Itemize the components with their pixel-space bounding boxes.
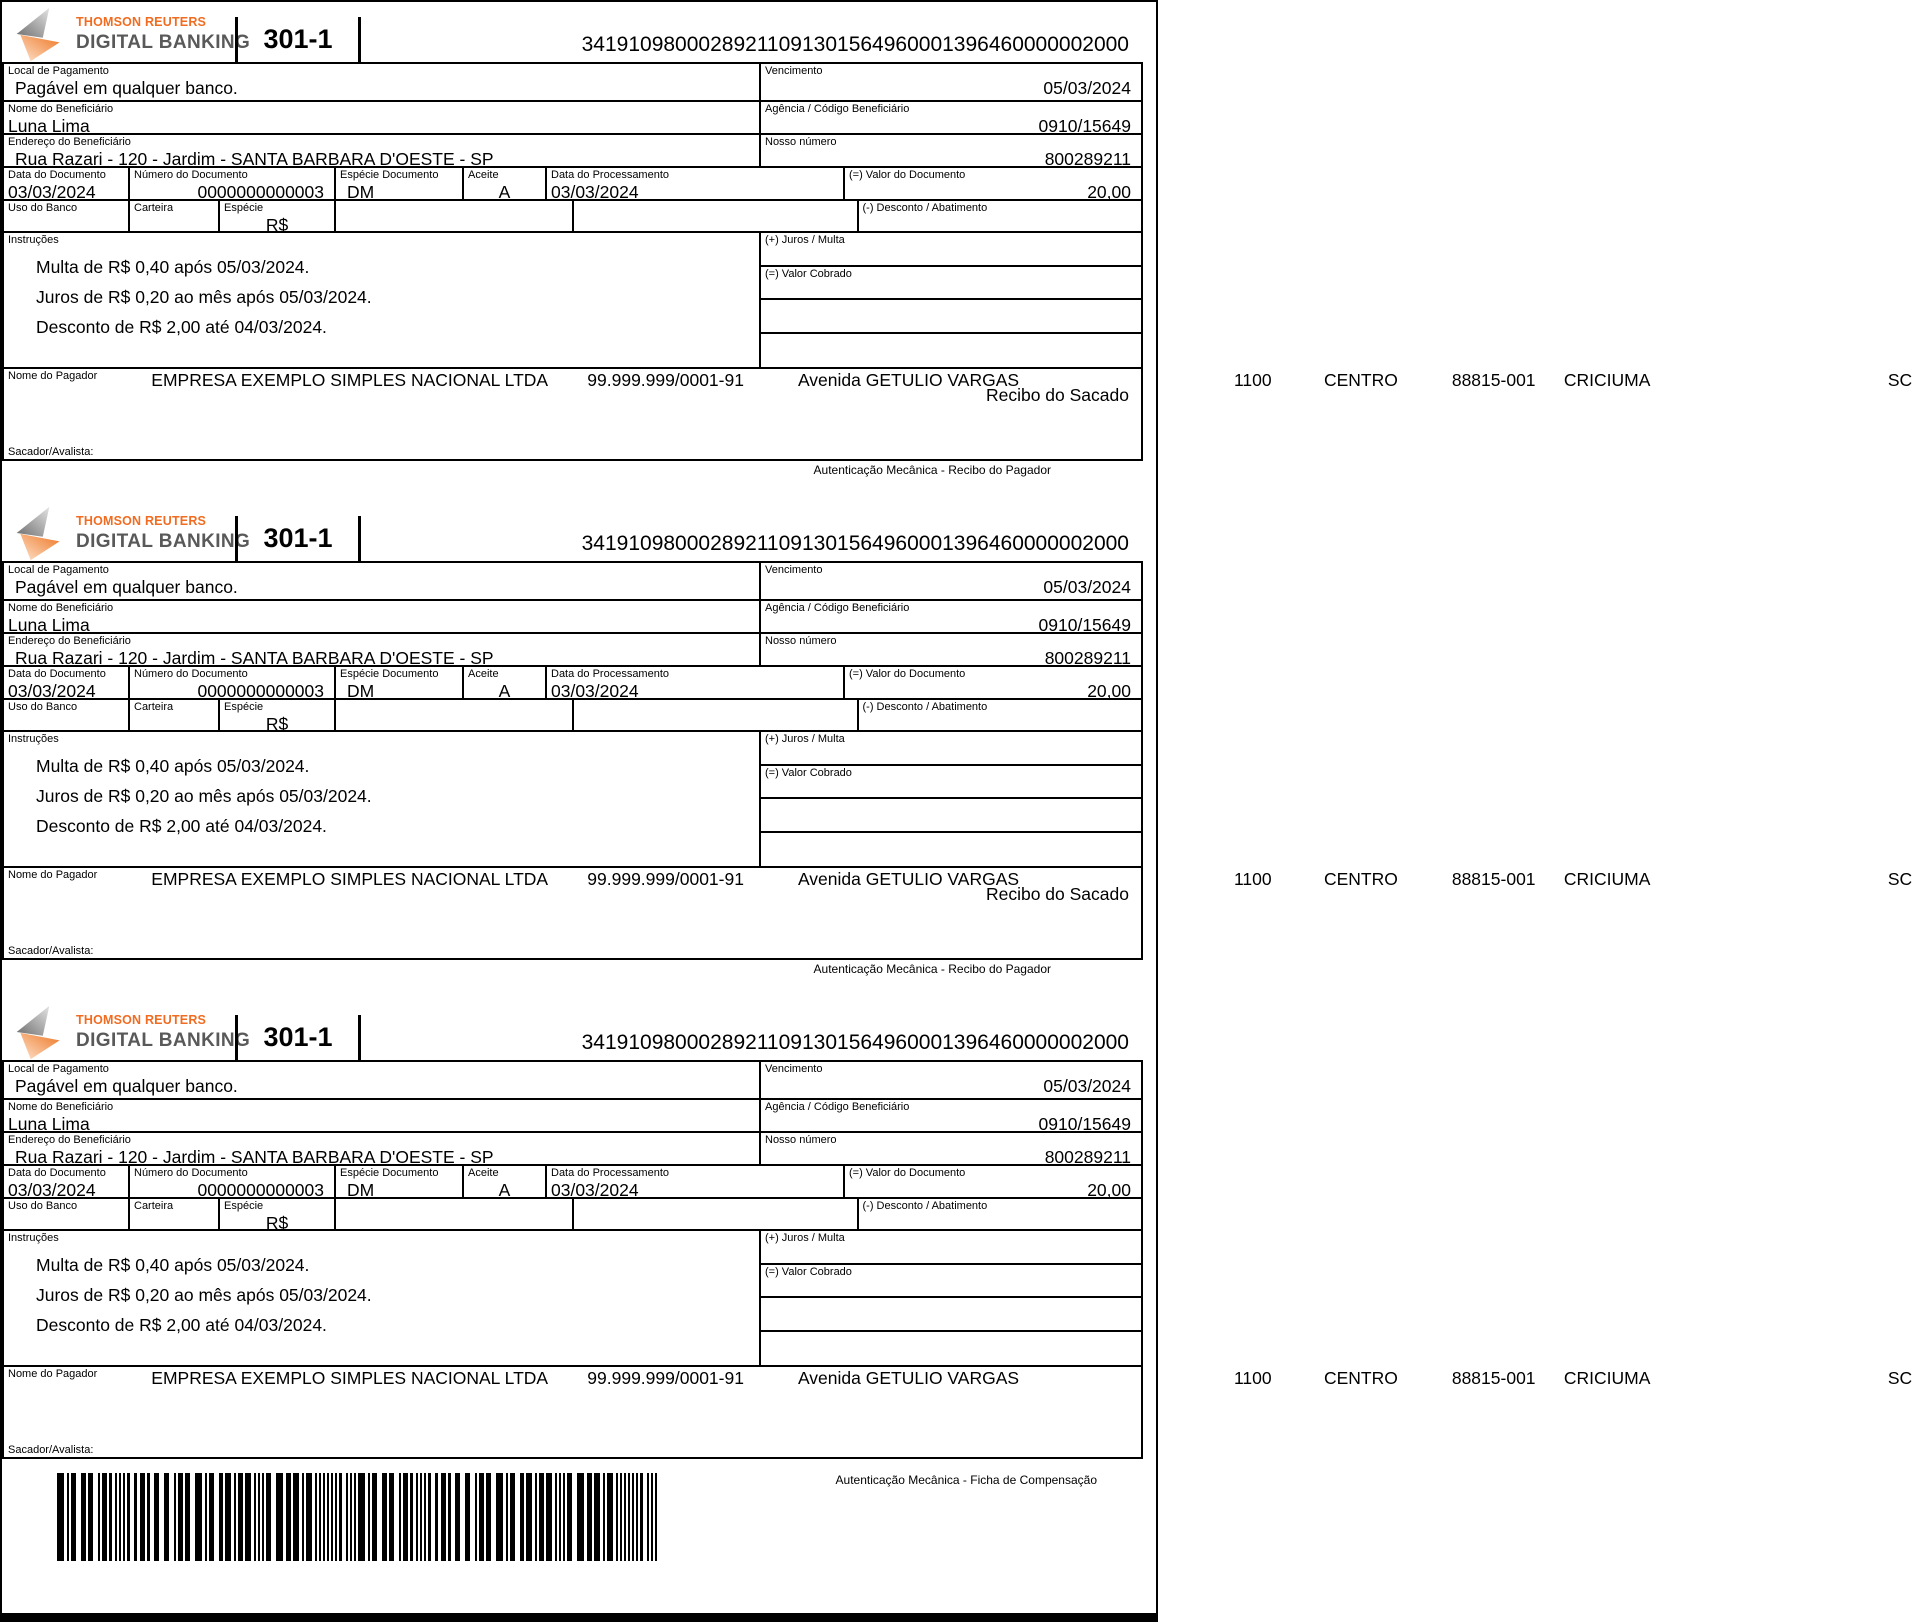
field-label: Instruções bbox=[8, 234, 59, 246]
field-data-processamento bbox=[547, 168, 845, 202]
thomson-reuters-arrow-icon bbox=[12, 6, 68, 62]
field-label: (-) Desconto / Abatimento bbox=[862, 1200, 988, 1212]
payer-line-1 bbox=[97, 1368, 744, 1457]
instruction-line: Desconto de R$ 2,00 até 04/03/2024. bbox=[36, 816, 327, 836]
field-desconto-abatimento bbox=[859, 201, 1142, 231]
field-especie-documento bbox=[336, 1166, 464, 1200]
thomson-reuters-arrow-icon bbox=[12, 505, 68, 561]
field-label: Data do Documento bbox=[8, 1167, 106, 1179]
field-label: Espécie Documento bbox=[340, 668, 439, 680]
brand-line2: DIGITAL BANKING bbox=[76, 530, 251, 552]
field-label: Data do Documento bbox=[8, 668, 106, 680]
field-label: Nome do Beneficiário bbox=[8, 1101, 114, 1113]
field-label: Nome do Pagador bbox=[8, 869, 98, 881]
field-value: 0910/15649 bbox=[1038, 615, 1131, 635]
field-label: (-) Desconto / Abatimento bbox=[862, 701, 988, 713]
brand-text bbox=[76, 15, 250, 54]
field-label: (-) Desconto / Abatimento bbox=[862, 202, 988, 214]
field-value: 0910/15649 bbox=[1038, 1114, 1131, 1134]
payer-cnpj: 99.999.999/0001-91 bbox=[587, 1368, 744, 1388]
field-value: Luna Lima bbox=[8, 615, 90, 635]
field-label: (=) Valor do Documento bbox=[849, 1167, 966, 1179]
digitable-line: 34191098000289211091301564960001396460000002000 bbox=[581, 33, 1129, 56]
field-value: 800289211 bbox=[1044, 149, 1131, 169]
field-label: Vencimento bbox=[765, 65, 823, 77]
payer-line-1 bbox=[97, 370, 744, 459]
field-uso-do-banco bbox=[4, 201, 130, 231]
field-value: 05/03/2024 bbox=[1043, 1076, 1131, 1096]
field-label: Aceite bbox=[468, 169, 499, 181]
field-label: Aceite bbox=[468, 1167, 499, 1179]
field-carteira bbox=[130, 1199, 220, 1229]
field-label: (=) Valor Cobrado bbox=[765, 767, 852, 779]
field-label: Uso do Banco bbox=[8, 1200, 78, 1212]
recibo-sacado-label: Recibo do Sacado bbox=[985, 385, 1129, 405]
field-label: Nome do Beneficiário bbox=[8, 103, 114, 115]
payer-state: SC bbox=[1887, 869, 1912, 889]
field-endereco-beneficiario bbox=[4, 634, 761, 668]
field-label: Espécie bbox=[224, 202, 264, 214]
payer-line-2 bbox=[744, 1368, 1398, 1457]
field-value: R$ bbox=[265, 215, 289, 235]
boleto-header bbox=[2, 1000, 1143, 1060]
row-endereco-nossonumero bbox=[4, 135, 1141, 168]
payer-state: SC bbox=[1887, 370, 1912, 390]
row-banco bbox=[4, 1199, 1141, 1231]
field-value: 03/03/2024 bbox=[8, 681, 96, 701]
field-label: Agência / Código Beneficiário bbox=[765, 602, 910, 614]
field-valor-documento bbox=[845, 667, 1141, 701]
field-label: Data do Processamento bbox=[551, 169, 670, 181]
field-uso-do-banco bbox=[4, 1199, 130, 1229]
field-value: DM bbox=[347, 182, 375, 202]
empty-box bbox=[761, 1298, 1141, 1332]
payer-state: SC bbox=[1887, 1368, 1912, 1388]
field-endereco-beneficiario bbox=[4, 135, 761, 169]
field-value: R$ bbox=[265, 1213, 289, 1233]
field-value: 03/03/2024 bbox=[551, 182, 639, 202]
instruction-line: Multa de R$ 0,40 após 05/03/2024. bbox=[36, 756, 310, 776]
field-label: Espécie bbox=[224, 701, 264, 713]
field-especie-documento bbox=[336, 168, 464, 202]
recibo-sacado-label: Recibo do Sacado bbox=[985, 884, 1129, 904]
field-value: Luna Lima bbox=[8, 116, 90, 136]
row-beneficiario-agencia bbox=[4, 1100, 1141, 1133]
row-local-vencimento bbox=[4, 563, 1141, 601]
brand-text bbox=[76, 1013, 250, 1052]
boleto-header bbox=[2, 501, 1143, 561]
field-value: Rua Razari - 120 - Jardim - SANTA BARBARA D'OESTE - SP bbox=[15, 149, 494, 169]
field-label: Vencimento bbox=[765, 564, 823, 576]
field-label: Número do Documento bbox=[134, 668, 248, 680]
payer-city: CRICIUMA bbox=[1563, 370, 1651, 390]
thomson-reuters-arrow-icon bbox=[12, 1004, 68, 1060]
instructions-text bbox=[8, 751, 755, 841]
field-agencia-codigo bbox=[761, 102, 1141, 136]
row-banco bbox=[4, 700, 1141, 732]
payer-zip: 88815-001 bbox=[1451, 1368, 1536, 1388]
payer-line-3 bbox=[1398, 370, 1912, 459]
boleto-table bbox=[2, 62, 1912, 461]
brand-line1: THOMSON REUTERS bbox=[76, 1012, 207, 1027]
row-endereco-nossonumero bbox=[4, 1133, 1141, 1166]
instruction-line: Juros de R$ 0,20 ao mês após 05/03/2024. bbox=[36, 786, 372, 806]
field-data-documento bbox=[4, 667, 130, 701]
digitable-line: 34191098000289211091301564960001396460000002000 bbox=[581, 1031, 1129, 1054]
field-instrucoes bbox=[4, 732, 761, 866]
row-documento bbox=[4, 667, 1141, 700]
field-value: 800289211 bbox=[1044, 1147, 1131, 1167]
field-label: Data do Processamento bbox=[551, 1167, 670, 1179]
field-aceite bbox=[464, 667, 547, 701]
field-value: 20,00 bbox=[1087, 681, 1131, 701]
field-local-de-pagamento bbox=[4, 1062, 761, 1098]
payer-line-3 bbox=[1398, 869, 1912, 958]
brand-line1: THOMSON REUTERS bbox=[76, 14, 207, 29]
payer-name: EMPRESA EXEMPLO SIMPLES NACIONAL LTDA bbox=[151, 1368, 549, 1388]
field-juros-multa bbox=[761, 233, 1141, 267]
field-value: Pagável em qualquer banco. bbox=[15, 1076, 238, 1096]
field-label: Nome do Beneficiário bbox=[8, 602, 114, 614]
brand-line2: DIGITAL BANKING bbox=[76, 1029, 251, 1051]
row-endereco-nossonumero bbox=[4, 634, 1141, 667]
field-nosso-numero bbox=[761, 634, 1141, 668]
field-valor-cobrado bbox=[761, 267, 1141, 300]
field-data-documento bbox=[4, 168, 130, 202]
field-value: 0000000000003 bbox=[197, 182, 324, 202]
field-label: Uso do Banco bbox=[8, 701, 78, 713]
bank-code: 301-1 bbox=[235, 516, 361, 561]
row-instrucoes bbox=[4, 233, 1141, 369]
field-nome-beneficiario bbox=[4, 601, 761, 635]
field-label: Vencimento bbox=[765, 1063, 823, 1075]
boleto-table bbox=[2, 1060, 1912, 1459]
field-label: Nosso número bbox=[765, 136, 837, 148]
payer-number: 1100 bbox=[1233, 869, 1272, 889]
instructions-text bbox=[8, 1250, 755, 1340]
field-label: Local de Pagamento bbox=[8, 564, 109, 576]
payer-line-3 bbox=[1398, 1368, 1912, 1457]
payer-line-1 bbox=[97, 869, 744, 958]
right-value-boxes bbox=[761, 732, 1141, 866]
field-label: Agência / Código Beneficiário bbox=[765, 1101, 910, 1113]
field-label: Local de Pagamento bbox=[8, 1063, 109, 1075]
payer-district: CENTRO bbox=[1323, 370, 1398, 390]
payer-cnpj: 99.999.999/0001-91 bbox=[587, 869, 744, 889]
field-aceite bbox=[464, 168, 547, 202]
field-vencimento bbox=[761, 563, 1141, 599]
field-value: DM bbox=[347, 681, 375, 701]
empty-box bbox=[761, 1332, 1141, 1365]
field-value: 20,00 bbox=[1087, 1180, 1131, 1200]
field-data-processamento bbox=[547, 667, 845, 701]
field-uso-do-banco bbox=[4, 700, 130, 730]
field-label: Carteira bbox=[134, 1200, 174, 1212]
field-valor-documento bbox=[845, 1166, 1141, 1200]
field-label: Nosso número bbox=[765, 1134, 837, 1146]
field-aceite bbox=[464, 1166, 547, 1200]
field-juros-multa bbox=[761, 1231, 1141, 1265]
field-label: (=) Valor Cobrado bbox=[765, 1266, 852, 1278]
brand-logo bbox=[12, 6, 250, 62]
field-value: 0000000000003 bbox=[197, 1180, 324, 1200]
row-instrucoes bbox=[4, 1231, 1141, 1367]
field-quantidade bbox=[336, 700, 574, 730]
payer-zip: 88815-001 bbox=[1451, 370, 1536, 390]
field-valor bbox=[574, 1199, 859, 1229]
instruction-line: Multa de R$ 0,40 após 05/03/2024. bbox=[36, 257, 310, 277]
payer-cnpj: 99.999.999/0001-91 bbox=[587, 370, 744, 390]
field-label: Data do Processamento bbox=[551, 668, 670, 680]
row-documento bbox=[4, 1166, 1141, 1199]
field-especie-documento bbox=[336, 667, 464, 701]
field-value: DM bbox=[347, 1180, 375, 1200]
field-local-de-pagamento bbox=[4, 563, 761, 599]
payer-name: EMPRESA EXEMPLO SIMPLES NACIONAL LTDA bbox=[151, 869, 549, 889]
boleto-copy bbox=[2, 1000, 1912, 1567]
field-value: 0910/15649 bbox=[1038, 116, 1131, 136]
payer-line-2 bbox=[744, 869, 1398, 958]
field-value: 20,00 bbox=[1087, 182, 1131, 202]
field-value: 03/03/2024 bbox=[8, 1180, 96, 1200]
field-data-documento bbox=[4, 1166, 130, 1200]
field-value: 0000000000003 bbox=[197, 681, 324, 701]
field-numero-documento bbox=[130, 168, 336, 202]
payer-street: Avenida GETULIO VARGAS bbox=[797, 1368, 1020, 1388]
boleto-table bbox=[2, 561, 1912, 960]
field-value: Luna Lima bbox=[8, 1114, 90, 1134]
boleto-header bbox=[2, 2, 1143, 62]
brand-text bbox=[76, 514, 250, 553]
bank-code: 301-1 bbox=[235, 1015, 361, 1060]
field-label: Número do Documento bbox=[134, 169, 248, 181]
field-data-processamento bbox=[547, 1166, 845, 1200]
field-numero-documento bbox=[130, 667, 336, 701]
digitable-line: 34191098000289211091301564960001396460000002000 bbox=[581, 532, 1129, 555]
payer-name: EMPRESA EXEMPLO SIMPLES NACIONAL LTDA bbox=[151, 370, 549, 390]
brand-line1: THOMSON REUTERS bbox=[76, 513, 207, 528]
boleto-copy bbox=[2, 2, 1912, 483]
auth-row bbox=[2, 463, 1143, 483]
field-label: Carteira bbox=[134, 701, 174, 713]
field-endereco-beneficiario bbox=[4, 1133, 761, 1167]
brand-logo bbox=[12, 1004, 250, 1060]
field-label: (=) Valor do Documento bbox=[849, 169, 966, 181]
field-instrucoes bbox=[4, 1231, 761, 1365]
field-label: Número do Documento bbox=[134, 1167, 248, 1179]
empty-box bbox=[761, 799, 1141, 833]
field-label: Endereço do Beneficiário bbox=[8, 635, 131, 647]
field-value: R$ bbox=[265, 714, 289, 734]
field-label: (=) Valor Cobrado bbox=[765, 268, 852, 280]
field-agencia-codigo bbox=[761, 601, 1141, 635]
field-especie bbox=[220, 700, 336, 734]
field-valor bbox=[574, 700, 859, 730]
field-label: Endereço do Beneficiário bbox=[8, 1134, 131, 1146]
field-label: (+) Juros / Multa bbox=[765, 1232, 845, 1244]
field-label: Uso do Banco bbox=[8, 202, 78, 214]
field-label: Nome do Pagador bbox=[8, 1368, 98, 1380]
field-valor-documento bbox=[845, 168, 1141, 202]
payer-number: 1100 bbox=[1233, 1368, 1272, 1388]
auth-mechanical-label: Autenticação Mecânica - Recibo do Pagador bbox=[813, 463, 1051, 477]
barcode bbox=[57, 1473, 752, 1561]
sacador-avalista-label: Sacador/Avalista: bbox=[8, 1444, 94, 1456]
field-instrucoes bbox=[4, 233, 761, 367]
field-label: Data do Documento bbox=[8, 169, 106, 181]
empty-box bbox=[761, 300, 1141, 334]
field-label: Agência / Código Beneficiário bbox=[765, 103, 910, 115]
auth-mechanical-label: Autenticação Mecânica - Recibo do Pagador bbox=[813, 962, 1051, 976]
field-valor bbox=[574, 201, 859, 231]
field-label: Instruções bbox=[8, 733, 59, 745]
payer-zip: 88815-001 bbox=[1451, 869, 1536, 889]
field-label: (+) Juros / Multa bbox=[765, 234, 845, 246]
field-valor-cobrado bbox=[761, 766, 1141, 799]
instruction-line: Desconto de R$ 2,00 até 04/03/2024. bbox=[36, 1315, 327, 1335]
payer-number: 1100 bbox=[1233, 370, 1272, 390]
row-banco bbox=[4, 201, 1141, 233]
field-nosso-numero bbox=[761, 1133, 1141, 1167]
field-value: Rua Razari - 120 - Jardim - SANTA BARBARA D'OESTE - SP bbox=[15, 648, 494, 668]
instruction-line: Multa de R$ 0,40 após 05/03/2024. bbox=[36, 1255, 310, 1275]
field-label: Instruções bbox=[8, 1232, 59, 1244]
row-documento bbox=[4, 168, 1141, 201]
right-value-boxes bbox=[761, 1231, 1141, 1365]
field-label: Espécie bbox=[224, 1200, 264, 1212]
field-value: 03/03/2024 bbox=[551, 1180, 639, 1200]
field-carteira bbox=[130, 201, 220, 231]
row-pagador bbox=[4, 369, 1912, 459]
field-label: Espécie Documento bbox=[340, 1167, 439, 1179]
empty-box bbox=[761, 833, 1141, 866]
field-label: Espécie Documento bbox=[340, 169, 439, 181]
payer-district: CENTRO bbox=[1323, 869, 1398, 889]
sacador-avalista-label: Sacador/Avalista: bbox=[8, 945, 94, 957]
instructions-text bbox=[8, 252, 755, 342]
field-label: Local de Pagamento bbox=[8, 65, 109, 77]
field-label: (+) Juros / Multa bbox=[765, 733, 845, 745]
field-label: Aceite bbox=[468, 668, 499, 680]
field-numero-documento bbox=[130, 1166, 336, 1200]
field-value: 05/03/2024 bbox=[1043, 78, 1131, 98]
field-value: 03/03/2024 bbox=[8, 182, 96, 202]
field-quantidade bbox=[336, 1199, 574, 1229]
brand-logo bbox=[12, 505, 250, 561]
barcode-row bbox=[2, 1473, 1143, 1567]
field-juros-multa bbox=[761, 732, 1141, 766]
row-instrucoes bbox=[4, 732, 1141, 868]
sacador-avalista-label: Sacador/Avalista: bbox=[8, 446, 94, 458]
payer-city: CRICIUMA bbox=[1563, 869, 1651, 889]
field-nome-beneficiario bbox=[4, 102, 761, 136]
field-agencia-codigo bbox=[761, 1100, 1141, 1134]
field-value: Pagável em qualquer banco. bbox=[15, 577, 238, 597]
row-local-vencimento bbox=[4, 64, 1141, 102]
payer-city: CRICIUMA bbox=[1563, 1368, 1651, 1388]
field-value: 03/03/2024 bbox=[551, 681, 639, 701]
field-nome-beneficiario bbox=[4, 1100, 761, 1134]
empty-box bbox=[761, 334, 1141, 367]
field-label: Nosso número bbox=[765, 635, 837, 647]
auth-mechanical-label-barcode: Autenticação Mecânica - Ficha de Compensação bbox=[835, 1473, 1097, 1487]
row-beneficiario-agencia bbox=[4, 601, 1141, 634]
field-vencimento bbox=[761, 1062, 1141, 1098]
field-value: A bbox=[498, 182, 511, 202]
field-nosso-numero bbox=[761, 135, 1141, 169]
row-pagador bbox=[4, 1367, 1912, 1457]
bank-code: 301-1 bbox=[235, 17, 361, 62]
instruction-line: Desconto de R$ 2,00 até 04/03/2024. bbox=[36, 317, 327, 337]
field-label: Endereço do Beneficiário bbox=[8, 136, 131, 148]
row-pagador bbox=[4, 868, 1912, 958]
field-desconto-abatimento bbox=[859, 1199, 1142, 1229]
field-value: A bbox=[498, 1180, 511, 1200]
field-label: (=) Valor do Documento bbox=[849, 668, 966, 680]
field-value: Pagável em qualquer banco. bbox=[15, 78, 238, 98]
boleto-copy bbox=[2, 501, 1912, 982]
right-value-boxes bbox=[761, 233, 1141, 367]
field-label: Nome do Pagador bbox=[8, 370, 98, 382]
field-value: Rua Razari - 120 - Jardim - SANTA BARBARA D'OESTE - SP bbox=[15, 1147, 494, 1167]
row-local-vencimento bbox=[4, 1062, 1141, 1100]
field-especie bbox=[220, 1199, 336, 1233]
payer-district: CENTRO bbox=[1323, 1368, 1398, 1388]
field-value: A bbox=[498, 681, 511, 701]
field-value: 800289211 bbox=[1044, 648, 1131, 668]
payer-line-2 bbox=[744, 370, 1398, 459]
field-local-de-pagamento bbox=[4, 64, 761, 100]
field-quantidade bbox=[336, 201, 574, 231]
row-beneficiario-agencia bbox=[4, 102, 1141, 135]
field-valor-cobrado bbox=[761, 1265, 1141, 1298]
field-especie bbox=[220, 201, 336, 235]
field-desconto-abatimento bbox=[859, 700, 1142, 730]
field-carteira bbox=[130, 700, 220, 730]
auth-row bbox=[2, 962, 1143, 982]
field-value: 05/03/2024 bbox=[1043, 577, 1131, 597]
payer-street: Avenida GETULIO VARGAS bbox=[797, 869, 1020, 889]
payer-street: Avenida GETULIO VARGAS bbox=[797, 370, 1020, 390]
instruction-line: Juros de R$ 0,20 ao mês após 05/03/2024. bbox=[36, 1285, 372, 1305]
instruction-line: Juros de R$ 0,20 ao mês após 05/03/2024. bbox=[36, 287, 372, 307]
field-vencimento bbox=[761, 64, 1141, 100]
brand-line2: DIGITAL BANKING bbox=[76, 31, 251, 53]
field-label: Carteira bbox=[134, 202, 174, 214]
